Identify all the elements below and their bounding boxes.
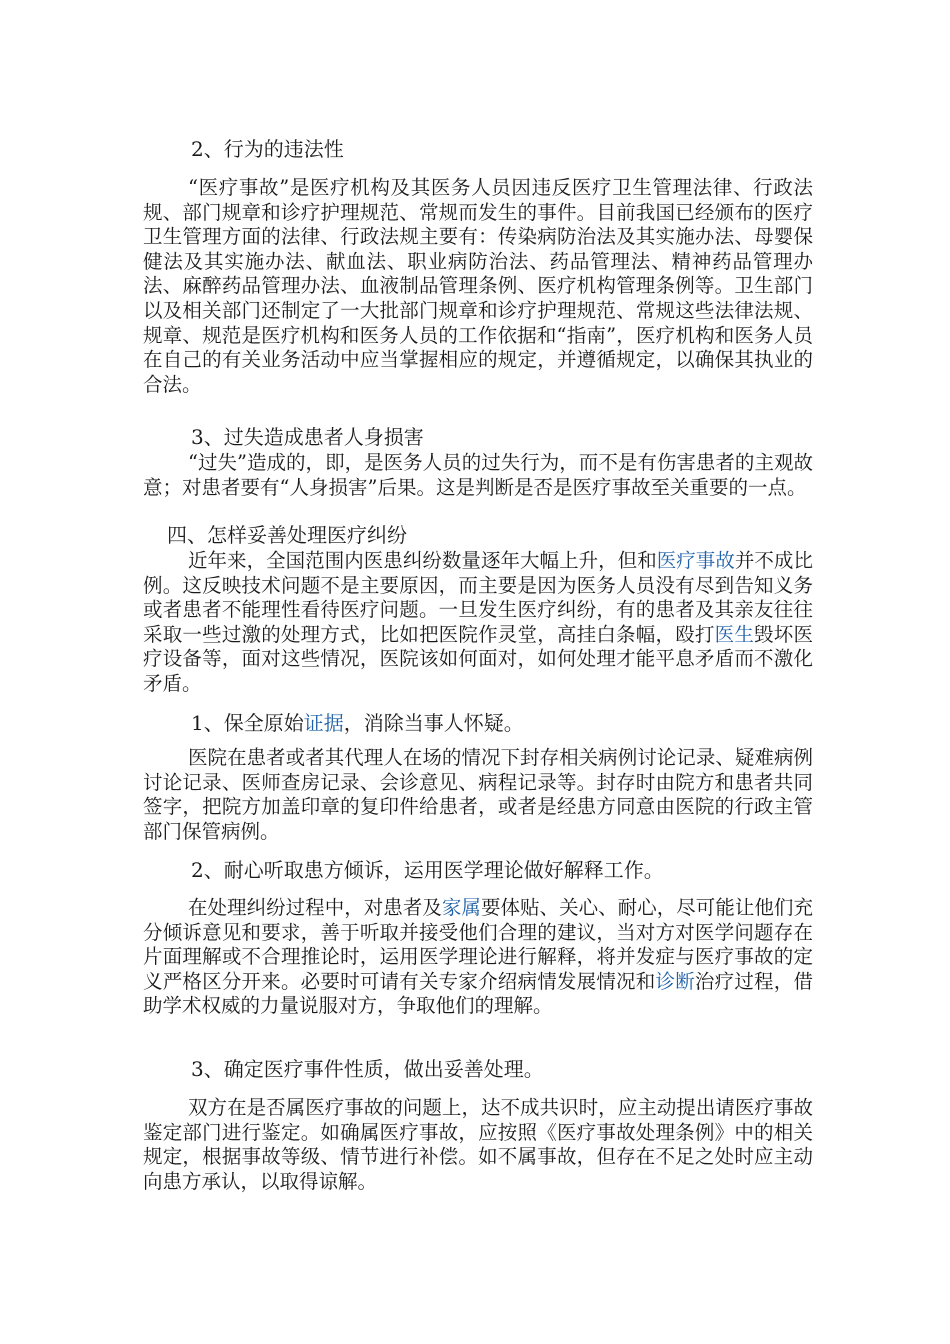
heading-text: 四、怎样妥善处理医疗纠纷 [167,523,407,547]
paragraph-text: 治疗过程，借助学术权威的力量说服对方，争取他们的理解。 [143,969,813,1018]
paragraph-step-2 [143,896,813,1019]
heading-injury [191,425,861,450]
link-diagnosis[interactable]: 诊断 [655,969,695,993]
heading-dispute-handling [167,523,837,548]
paragraph-text: 双方在是否属医疗事故的问题上，达不成共识时，应主动提出请医疗事故鉴定部门进行鉴定。如确属医疗事故，应按照《医疗事故处理条例》中的相关规定，根据事故等级、情节进行补偿。如不属事故，但存在不足之处时应主动向患方承认，以取得谅解。 [143,1096,813,1193]
step-2-heading [191,858,861,883]
paragraph-fault [143,451,813,500]
step-text: 2、耐心听取患方倾诉，运用医学理论做好解释工作。 [191,858,664,882]
step-3-heading [191,1057,861,1082]
paragraph-text: 毁坏医疗设备等，面对这些情况，医院该如何面对，如何处理才能平息矛盾而不激化矛盾。 [143,622,813,695]
link-medical-accident[interactable]: 医疗事故 [656,549,735,572]
paragraph-text: 医院在患者或者其代理人在场的情况下封存相关病例讨论记录、疑难病例讨论记录、医师查房记录、会诊意见、病程记录等。封存时由院方和患者共同签字，把院方加盖印章的复印件给患者，或者是经患方同意由医院的行政主管部门保管病例。 [143,746,813,843]
step-text: 1、保全原始 [191,711,304,735]
heading-behavior-illegality [191,137,861,162]
link-family[interactable]: 家属 [441,896,481,919]
heading-text: 3、过失造成患者人身损害 [191,425,424,449]
paragraph-text: “过失”造成的，即，是医务人员的过失行为，而不是有伤害患者的主观故意；对患者要有“人身损害”后果。这是判断是否是医疗事故至关重要的一点。 [143,451,813,499]
step-text: 3、确定医疗事件性质，做出妥善处理。 [191,1057,544,1081]
heading-text: 2、行为的违法性 [191,137,344,161]
link-evidence[interactable]: 证据 [303,711,344,735]
paragraph-disputes [143,549,813,697]
paragraph-text: 近年来，全国范围内医患纠纷数量逐年大幅上升，但和 [188,549,657,572]
step-text: ，消除当事人怀疑。 [343,711,524,735]
paragraph-illegality [143,176,813,397]
paragraph-text: “医疗事故”是医疗机构及其医务人员因违反医疗卫生管理法律、行政法规、部门规章和诊疗护理规范、常规而发生的事件。目前我国已经颁布的医疗卫生管理方面的法律、行政法规主要有：传染病防治法及其实施办法、母婴保健法及其实施办法、献血法、职业病防治法、药品管理法、精神药品管理办法、麻醉药品管理办法、血液制品管理条例、医疗机构管理条例等。卫生部门以及相关部门还制定了一大批部门规章和诊疗护理规范、常规这些法律法规、规章、规范是医疗机构和医务人员的工作依据和“指南”，医疗机构和医务人员在自己的有关业务活动中应当掌握相应的规定，并遵循规定，以确保其执业的合法。 [143,176,813,396]
paragraph-text: 在处理纠纷过程中，对患者及 [188,896,442,919]
paragraph-text: 要体贴、关心、耐心，尽可能让他们充分倾诉意见和要求，善于听取并接受他们合理的建议，当对方对医学问题存在片面理解或不合理推论时，运用医学理论进行解释，将并发症与医疗事故的定义严格区分开来。必要时可请有关专家介绍病情发展情况和 [143,896,813,993]
paragraph-step-1 [143,746,813,844]
link-doctor[interactable]: 医生 [714,622,755,646]
paragraph-text: 并不成比例。这反映技术问题不是主要原因，而主要是因为医务人员没有尽到告知义务或者患者不能理性看待医疗问题。一旦发生医疗纠纷，有的患者及其亲友往往采取一些过激的处理方式，比如把医院作灵堂，高挂白条幅，殴打 [143,549,813,646]
step-1-heading [191,711,861,736]
paragraph-step-3 [143,1096,813,1194]
